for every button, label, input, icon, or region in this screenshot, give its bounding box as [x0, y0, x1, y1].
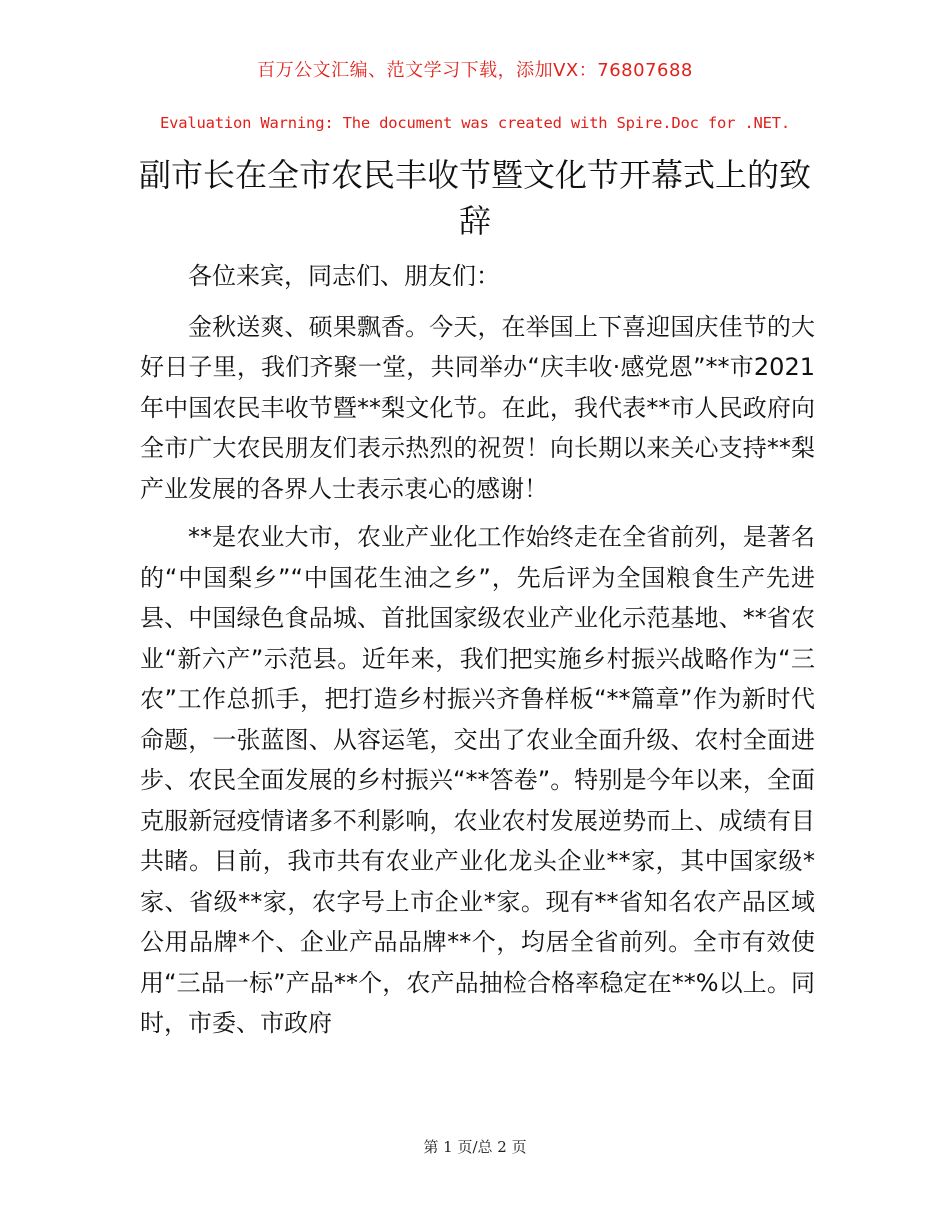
body-paragraph-2: **是农业大市，农业产业化工作始终走在全省前列，是著名的“中国梨乡”“中国花生油之乡”，先后评为全国粮食生产先进县、中国绿色食品城、首批国家级农业产业化示范基地、**省农业“新六产”示范县。近年来，我们把实施乡村振兴战略作为“三农”工作总抓手，把打造乡村振兴齐鲁样板“**篇章”作为新时代命题，一张蓝图、从容运笔，交出了农业全面升级、农村全面进步、农民全面发展的乡村振兴“**答卷”。特别是今年以来，全面克服新冠疫情诸多不利影响，农业农村发展逆势而上、成绩有目共睹。目前，我市共有农业产业化龙头企业**家，其中国家级*家、省级**家，农字号上市企业*家。现有**省知名农产品区域公用品牌*个、企业产品品牌**个，均居全省前列。全市有效使用“三品一标”产品**个，农产品抽检合格率稳定在**%以上。同时，市委、市政府 [140, 523, 815, 1037]
document-body [140, 256, 815, 1052]
page-number-footer: 第 1 页/总 2 页 [423, 1138, 527, 1156]
document-title: 副市长在全市农民丰收节暨文化节开幕式上的致辞 [138, 156, 811, 240]
evaluation-warning: Evaluation Warning: The document was created with Spire.Doc for .NET. [159, 114, 791, 132]
body-paragraph-1: 金秋送爽、硕果飘香。今天，在举国上下喜迎国庆佳节的大好日子里，我们齐聚一堂，共同举办“庆丰收·感党恩”**市2021年中国农民丰收节暨**梨文化节。在此，我代表**市人民政府向全市广大农民朋友们表示热烈的祝贺！向长期以来关心支持**梨产业发展的各界人士表示衷心的感谢！ [140, 312, 815, 503]
greeting-paragraph: 各位来宾，同志们、朋友们： [188, 262, 500, 290]
header-ad-text: 百万公文汇编、范文学习下载，添加VX：76807688 [257, 60, 693, 81]
